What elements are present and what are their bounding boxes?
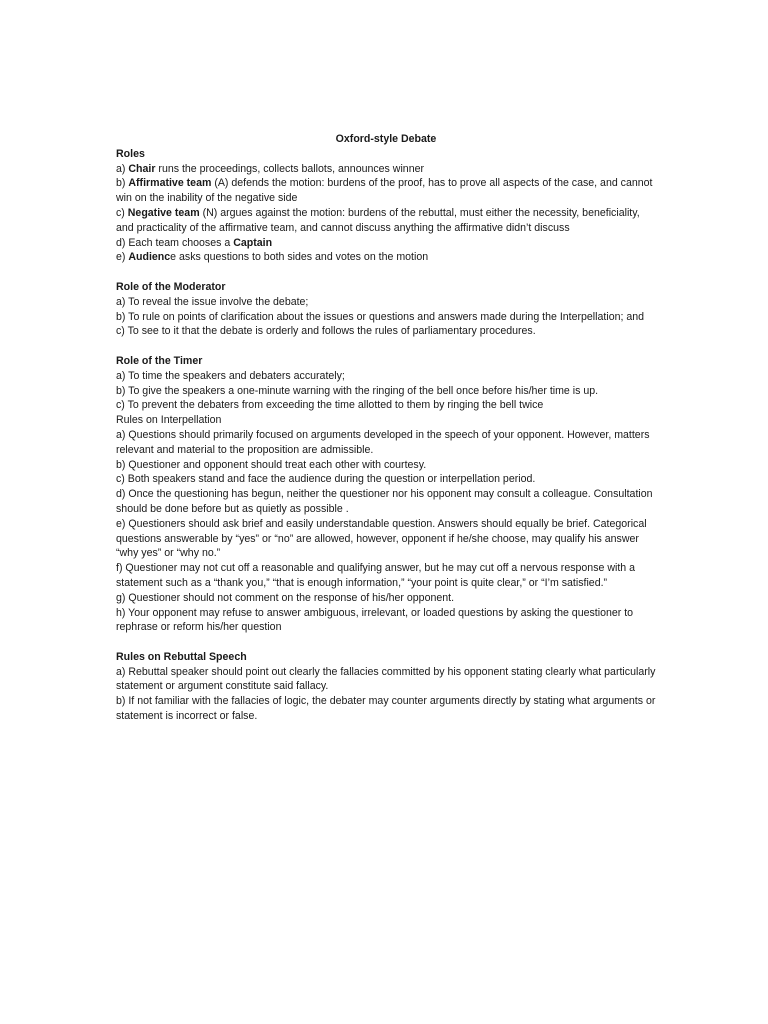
roles-item-c-prefix: c)	[116, 206, 128, 219]
roles-item-a	[116, 162, 656, 177]
rebuttal-heading: Rules on Rebuttal Speech	[116, 650, 247, 663]
section-gap	[116, 635, 656, 650]
interpellation-item-e: e) Questioners should ask brief and easily understandable question. Answers should equally be brief. Categorical questions answerable by “yes” or “no” are allowed, however, opponent if he/she choose, may qualify his answer “why yes” or “why no.”	[116, 517, 647, 560]
roles-item-d	[116, 236, 656, 251]
interpellation-item-c: c) Both speakers stand and face the audience during the question or interpellation period.	[116, 473, 536, 486]
interpellation-item-h: h) Your opponent may refuse to answer ambiguous, irrelevant, or loaded questions by asking the questioner to rephrase or reform his/her question	[116, 606, 634, 634]
rebuttal-item-a: a) Rebuttal speaker should point out clearly the fallacies committed by his opponent stating clearly what particularly statement or argument constitute said fallacy.	[116, 665, 656, 693]
interpellation-item-d: d) Once the questioning has begun, neither the questioner nor his opponent may consult a colleague. Consultation should be done before but as quietly as possible .	[116, 488, 653, 515]
roles-item-e-text: e asks questions to both sides and votes on the motion	[170, 251, 429, 264]
timer-heading: Role of the Timer	[116, 354, 203, 367]
interpellation-item-a: a) Questions should primarily focused on arguments developed in the speech of your opponent. However, matters relevant and material to the proposition are admissible.	[116, 428, 650, 456]
interpellation-item-g: g) Questioner should not comment on the response of his/her opponent.	[116, 591, 455, 604]
timer-item-c: c) To prevent the debaters from exceeding the time allotted to them by ringing the bell twice	[116, 399, 544, 412]
roles-item-c-term: Negative team	[127, 206, 200, 219]
timer-item-b: b) To give the speakers a one-minute warning with the ringing of the bell once before his/her time is up.	[116, 384, 599, 397]
moderator-item-b: b) To rule on points of clarification about the issues or questions and answers made during the Interpellation; and	[116, 310, 645, 323]
roles-item-b-prefix: b)	[116, 177, 129, 190]
moderator-heading: Role of the Moderator	[116, 280, 226, 293]
section-gap	[116, 265, 656, 280]
rebuttal-item-b: b) If not familiar with the fallacies of logic, the debater may counter arguments directly by stating what arguments or statement is incorrect or false.	[116, 695, 656, 723]
roles-item-b-term: Affirmative team	[128, 177, 212, 190]
roles-item-c	[116, 206, 656, 236]
roles-heading: Roles	[116, 147, 145, 160]
roles-item-a-prefix: a)	[116, 162, 129, 175]
roles-item-b	[116, 176, 656, 206]
moderator-item-a: a) To reveal the issue involve the debate;	[116, 295, 309, 308]
roles-item-d-prefix: d) Each team chooses a	[116, 236, 234, 249]
roles-item-d-term: Captain	[233, 236, 273, 249]
roles-item-e-prefix: e)	[116, 251, 129, 264]
roles-item-e	[116, 250, 656, 265]
document-body	[116, 132, 656, 724]
document-title: Oxford-style Debate	[335, 133, 437, 145]
interpellation-item-f: f) Questioner may not cut off a reasonable and qualifying answer, but he may cut off a nervous response with a statement such as a “thank you,” “that is enough information,” “your point is quite clear,” or “I’m satisfied.”	[116, 562, 636, 589]
interpellation-item-b: b) Questioner and opponent should treat each other with courtesy.	[116, 458, 427, 471]
interpellation-heading: Rules on Interpellation	[116, 414, 222, 427]
roles-item-c-text: (N) argues against the motion: burdens of the rebuttal, must either the necessity, beneficiality, and practicality of the affirmative team, and cannot discuss anything the affirmative didn’t discuss	[116, 206, 640, 234]
moderator-item-c: c) To see to it that the debate is orderly and follows the rules of parliamentary procedures.	[116, 325, 536, 338]
roles-item-a-term: Chair	[128, 162, 156, 175]
roles-item-e-term: Audienc	[128, 251, 171, 264]
roles-item-b-text: (A) defends the motion: burdens of the proof, has to prove all aspects of the case, and cannot win on the inability of the negative side	[116, 177, 653, 205]
timer-item-a: a) To time the speakers and debaters accurately;	[116, 369, 345, 382]
roles-item-a-text: runs the proceedings, collects ballots, announces winner	[155, 162, 425, 175]
section-gap	[116, 339, 656, 354]
